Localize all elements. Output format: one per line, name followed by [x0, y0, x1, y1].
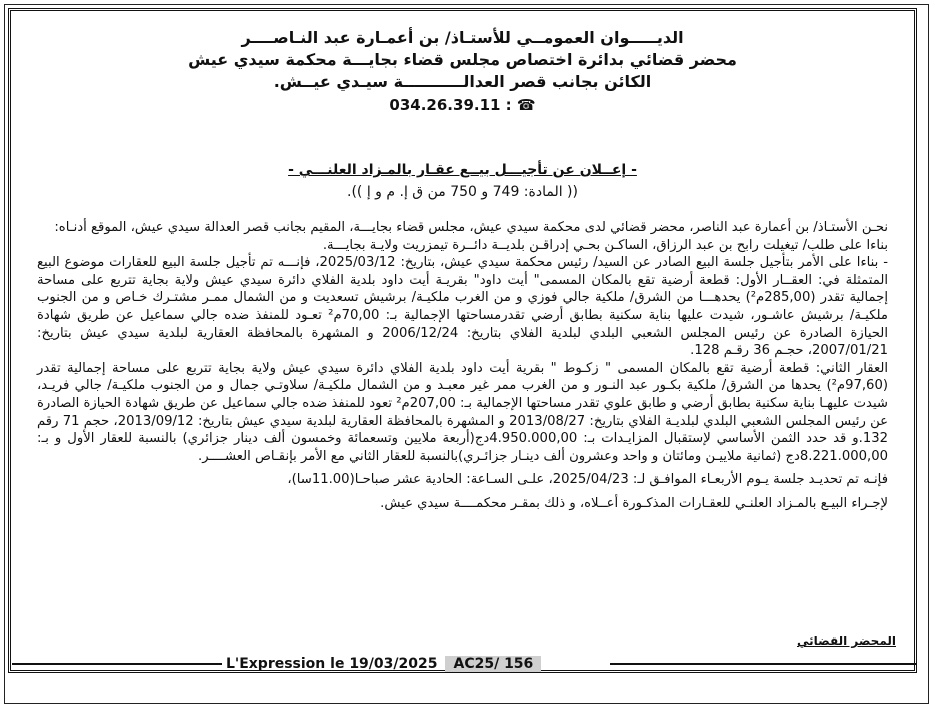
publication-reference: AC25/ 156 [445, 656, 541, 672]
office-header [37, 27, 888, 117]
footer-rule-right [610, 663, 917, 665]
notice-title-block [37, 159, 888, 203]
intro-paragraph: نحـن الأستـاذ/ بن أعمارة عبد الناصر، محضر قضائي لدى محكمة سيدي عيش، مجلس قضاء بجايـــة، المقيم بجانب قصر العدالة سيدي عيش، الموقع أدنـاه: [54, 220, 888, 235]
notice-body [37, 219, 888, 513]
legal-articles: (( المادة: 749 و 750 من ق إ. م و إ )). [347, 184, 578, 200]
bailiff-signature: المحضر القضائي [796, 634, 896, 648]
notice-frame [8, 8, 917, 673]
office-jurisdiction: محضر قضائي بدائرة اختصاص مجلس قضاء بجايـــة محكمة سيدي عيش [188, 50, 737, 69]
office-address: الكائن بجانب قصر العدالـــــــــــة سيـدي عيــش. [273, 72, 652, 91]
second-property-paragraph: العقار الثاني: قطعة أرضية تقع بالمكان المسمى " زكـوط " بقرية أيت داود بلدية الفلاي دائرة سيدي عيش ولاية بجاية تتربع على مساحة إجمالية تقدر (97,60م²) يحدها من الشرق/ ملكية بكـور عبد النـور و من الغرب ممر غير معبـد و من الشمال ملكيـة/ سلاوتـي جمال و من الجنوب ملكيـة/ جالي فريـد، شيدت عليهـا بناية سكنية بطابق أرضي و طابق علوي تقدر مساحتها الإجمالية بـ: 207,00م² تعود للمنفذ ضده جالي سماعيل عن طريق شهادة الحيازة الصادرة عن رئيس المجلس الشعبي البلدي لبلديـة الفلاي بتاريخ: 2013/08/27 و المشهرة بالمحافظة العقارية لبلدية سيدي عيش بتاريخ: 2013/09/12، حجم 71 رقم 132.و قد حدد الثمن الأساسي لإستقبال المزايـدات بـ: 4.950.000,00دج(أربعة ملايين وتسعمائة وخمسون ألف دينار جزائري) بالنسبة للعقار الأول و بـ: 8.221.000,00دج (ثمانية ملاييـن ومائتان و واحد وعشرون ألف دينـار جزائـري)بالنسبة للعقار الثاني مع الأمر بإنقـاص العشــــر. [37, 360, 888, 464]
footer-label [226, 654, 541, 674]
first-property-paragraph: - بناءا على الأمر بتأجيل جلسة البيع الصادر عن السيد/ رئيس محكمة سيدي عيش، بتاريخ: 2025/03/12، فإنـــه تم تأجيل جلسة البيع للعقارات موضوع البيع المتمثلة في: العقــار الأول: قطعة أرضية تقع بالمكان المسمى" أيت داود" بقريـة أيت داود بلدية الفلاي دائرة سيدي عيش ولاية بجاية تتربع على مساحة إجمالية تقدر (285,00م²) يحدهـــا من الشرق/ ملكية جالي فوزي و من الغرب ملكيـة/ برشيش تسعديت و من الشمال ممـر مشتـرك خـاص و من الجنوب ملكيـة/ برشيش عاشـور، شيدت عليها بناية سكنية بطابق أرضي تقدرمساحتها الإجمالية بـ: 70,00م² تعـود للمنفذ ضده جالي سماعيل عن طريق شهادة الحيازة الصادرة عن رئيس المجلس الشعبي البلدي لبلدية الفلاي بتاريخ: 2006/12/24 و المشهرة بالمحافظة العقارية لبلدية سيدي عيش بتاريخ: 2007/01/21، حجـم 36 رقـم 128. [37, 255, 888, 359]
session-date-paragraph: فإنـه تم تحديـد جلسة يـوم الأربعـاء الموافـق لـ: 2025/04/23، علـى السـاعة: الحادية عشر صباحـا(11.00سا)، [287, 472, 888, 488]
request-paragraph: بناءا على طلب/ تيغيلت رابح بن عبد الرزاق، الساكـن بحـي إدراقـن بلديــة دائــرة تيمزريت ولايـة بجايـــة. [322, 237, 888, 253]
notice-title: - إعــلان عن تأجيـــل بيــع عقـار بالمـزاد العلنـــي - [288, 162, 637, 178]
publication-name: L'Expression le 19/03/2025 [226, 656, 438, 672]
office-phone: 034.26.39.11 : ☎ [389, 96, 536, 114]
footer-rule-left [12, 663, 222, 665]
office-name: الديـــــوان العمومــي للأستـاذ/ بن أعمـارة عبد النـاصــــر [241, 28, 684, 47]
closing-paragraph: لإجـراء البيـع بالمـزاد العلنـي للعقـارات المذكـورة أعــلاه، و ذلك بمقـر محكمــــة سيدي عيش. [380, 495, 888, 511]
publication-footer [0, 654, 935, 674]
